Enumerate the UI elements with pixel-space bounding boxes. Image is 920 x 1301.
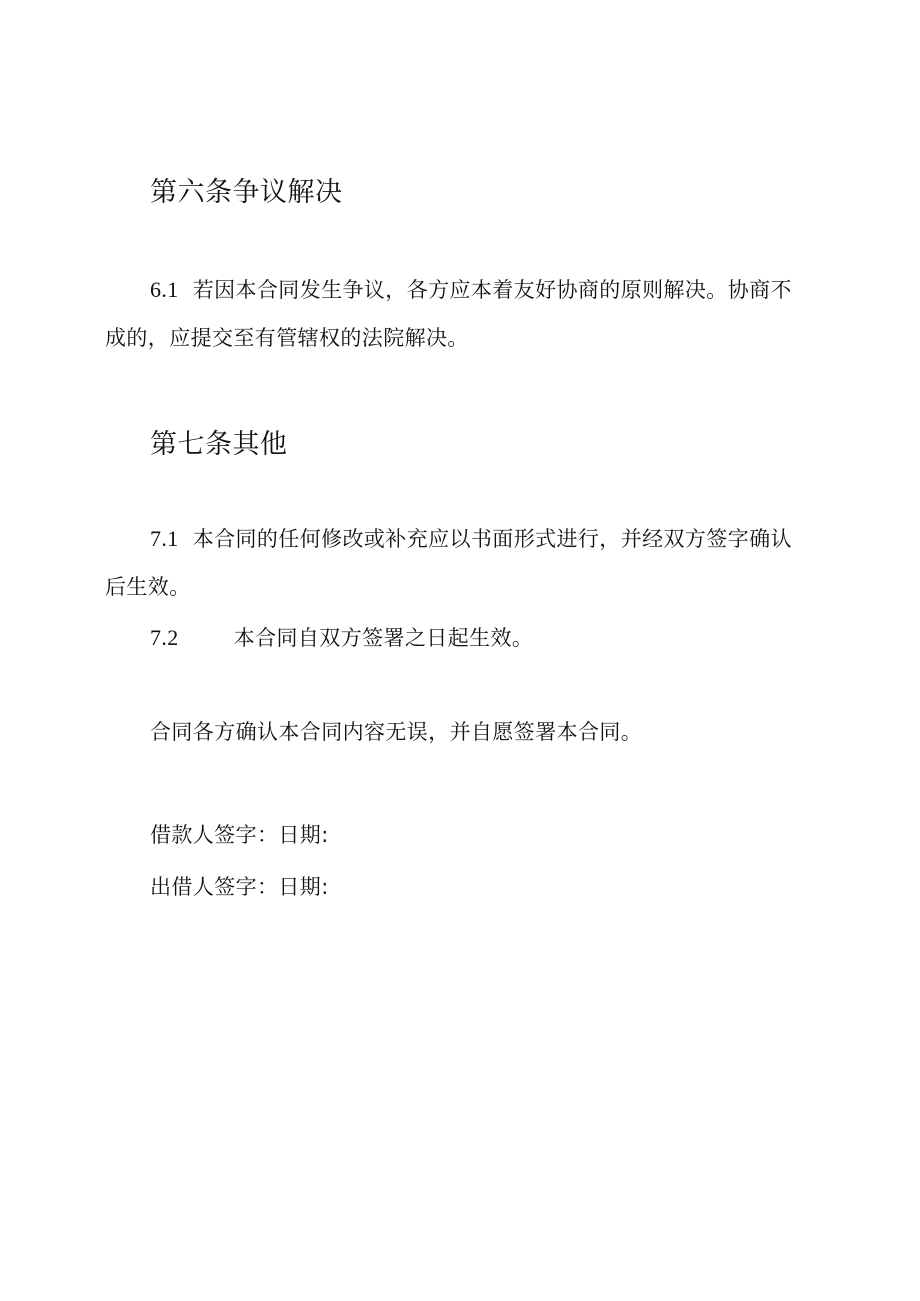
clause-6-1-text: 若因本合同发生争议，各方应本着友好协商的原则解决。协商不成的，应提交至有管辖权的法院解决。 — [105, 278, 792, 350]
borrower-signature-line: 借款人签字：日期: — [150, 823, 329, 847]
clause-7-2-number: 7.2 — [150, 625, 179, 650]
clause-7-2 — [150, 620, 533, 656]
section-6-heading: 第六条争议解决 — [150, 177, 343, 208]
clause-7-1-text: 本合同的任何修改或补充应以书面形式进行，并经双方签字确认后生效。 — [105, 527, 792, 599]
clause-6-1 — [105, 266, 805, 362]
clause-7-1 — [105, 515, 805, 611]
closing-statement: 合同各方确认本合同内容无误，并自愿签署本合同。 — [150, 720, 643, 744]
lender-signature-line: 出借人签字：日期: — [150, 875, 329, 899]
clause-7-2-text: 本合同自双方签署之日起生效。 — [233, 626, 534, 650]
clause-6-1-number: 6.1 — [150, 277, 179, 302]
clause-7-1-number: 7.1 — [150, 526, 179, 551]
section-7-heading: 第七条其他 — [150, 429, 288, 460]
